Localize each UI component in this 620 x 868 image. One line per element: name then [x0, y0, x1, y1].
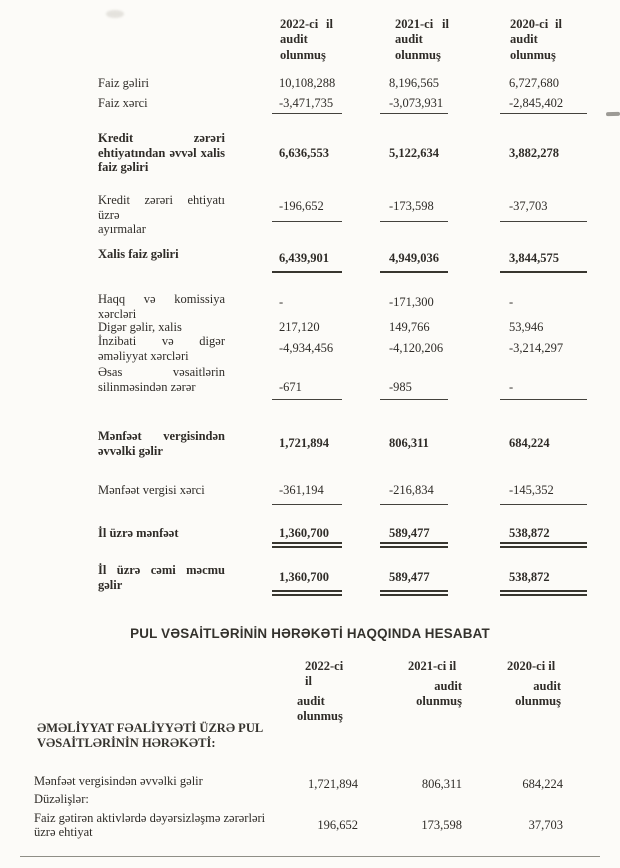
value-2022: 6,439,901 [272, 251, 342, 273]
row-label: Kredit zərəri ehtiyatından əvvəl xalis faiz gəliri [98, 131, 225, 175]
value-2020: 3,882,278 [509, 146, 559, 160]
column-header-2020 [510, 17, 562, 63]
value-2020: - [500, 380, 587, 400]
value-2022: 196,652 [317, 818, 358, 832]
value-2022: -361,194 [272, 483, 342, 505]
value-2020: 3,844,575 [500, 251, 587, 273]
column-header-2022 [280, 17, 333, 63]
row-label: Mənfəət vergisi xərci [98, 483, 205, 497]
value-2021: -173,598 [380, 199, 448, 222]
row-label: Kredit zərəri ehtiyatı üzrə ayırmalar [98, 193, 225, 237]
value-2020: -3,214,297 [509, 341, 564, 355]
year-label: 2022-ci [280, 17, 319, 31]
row-label: Mənfəət vergisindən əvvəlki gəlir [34, 774, 203, 788]
audit-label: audit [395, 32, 423, 47]
year-label: 2020-ci il [507, 659, 556, 673]
value-2022: 6,636,553 [279, 146, 329, 160]
value-2020: 538,872 [500, 526, 587, 548]
value-2022: 1,721,894 [279, 436, 329, 450]
year-suffix: il [326, 17, 333, 31]
row-label: Xalis faiz gəliri [98, 247, 179, 261]
year-label: 2022-ci il [305, 659, 344, 688]
olunmus-label: olunmuş [416, 693, 462, 708]
value-2021: -3,073,931 [380, 96, 448, 114]
olunmus-label: olunmuş [515, 693, 561, 708]
row-label: İl üzrə mənfəət [98, 526, 179, 540]
column-header-2021 [395, 17, 449, 63]
row-label: Digər gəlir, xalis [98, 320, 182, 334]
value-2022: 1,721,894 [308, 777, 358, 791]
value-2021: 5,122,634 [389, 146, 439, 160]
value-2020: 538,872 [500, 570, 587, 596]
olunmus-label: olunmuş [280, 47, 326, 62]
value-2021: 806,311 [421, 777, 462, 791]
year-suffix: il [555, 17, 562, 31]
value-2020: 6,727,680 [509, 76, 559, 90]
audit-label: audit [297, 693, 325, 708]
value-2021: 4,949,036 [380, 251, 448, 273]
scan-edge-artifact [606, 112, 620, 116]
audit-label: audit [434, 678, 462, 693]
value-2021: 589,477 [380, 570, 448, 596]
value-2021: 8,196,565 [389, 76, 439, 90]
row-label: İl üzrə cəmi məcmu gəlir [98, 563, 225, 592]
value-2020: -2,845,402 [500, 96, 587, 114]
value-2022: -3,471,735 [272, 96, 342, 114]
olunmus-label: olunmuş [395, 47, 441, 62]
year-label: 2021-ci il [408, 659, 457, 673]
value-2021: -4,120,206 [389, 341, 444, 355]
cash-flow-title: PUL VƏSAİTLƏRİNİN HƏRƏKƏTİ HAQQINDA HESABAT [130, 626, 490, 641]
row-label: İnzibati və digər əməliyyat xərcləri [98, 334, 225, 363]
scan-smudge-artifact [106, 10, 124, 18]
audit-label: audit [510, 32, 538, 47]
value-2021: 149,766 [389, 320, 430, 334]
page-bottom-rule [20, 856, 600, 857]
year-label: 2021-ci [395, 17, 434, 31]
value-2021: 806,311 [389, 436, 429, 450]
row-label: Əsas vəsaitlərin silinməsindən zərər [98, 365, 225, 394]
value-2020: -145,352 [500, 483, 587, 505]
value-2022: 10,108,288 [279, 76, 336, 90]
value-2020: 53,946 [509, 320, 544, 334]
row-label: Faiz gəliri [98, 76, 150, 90]
column-header-2020 [505, 659, 561, 709]
value-2022: -196,652 [272, 199, 342, 222]
olunmus-label: olunmuş [297, 708, 343, 723]
audit-label: audit [533, 678, 561, 693]
year-suffix: il [442, 17, 449, 31]
row-label: Faiz gətirən aktivlərdə dəyərsizləşmə zərərləri üzrə ehtiyat [34, 811, 266, 840]
value-2022: 217,120 [279, 320, 320, 334]
value-2020: -37,703 [500, 199, 587, 222]
row-label: Mənfəət vergisindən əvvəlki gəlir [98, 429, 225, 458]
value-2021: 589,477 [380, 526, 448, 548]
value-2022: 1,360,700 [272, 570, 342, 596]
row-label: Haqq və komissiya xərcləri [98, 292, 225, 321]
value-2021: 173,598 [421, 818, 462, 832]
value-2020: - [509, 295, 514, 309]
value-2020: 684,224 [509, 436, 550, 450]
olunmus-label: olunmuş [510, 47, 556, 62]
column-header-2022 [297, 659, 353, 724]
column-header-2021 [406, 659, 462, 709]
value-2020: 37,703 [528, 818, 563, 832]
value-2022: -671 [272, 380, 342, 400]
value-2021: -985 [380, 380, 448, 400]
value-2022: 1,360,700 [272, 526, 342, 548]
value-2022: - [279, 295, 284, 309]
operating-activities-heading: ƏMƏLİYYAT FƏALİYYƏTİ ÜZRƏ PUL VƏSAİTLƏRİNİN HƏRƏKƏTİ: [37, 721, 264, 750]
value-2022: -4,934,456 [279, 341, 334, 355]
value-2021: -171,300 [389, 295, 434, 309]
row-label: Düzəlişlər: [34, 792, 89, 806]
audit-label: audit [280, 32, 308, 47]
row-label: Faiz xərci [98, 96, 148, 110]
year-label: 2020-ci [510, 17, 549, 31]
value-2020: 684,224 [522, 777, 563, 791]
value-2021: -216,834 [380, 483, 448, 505]
